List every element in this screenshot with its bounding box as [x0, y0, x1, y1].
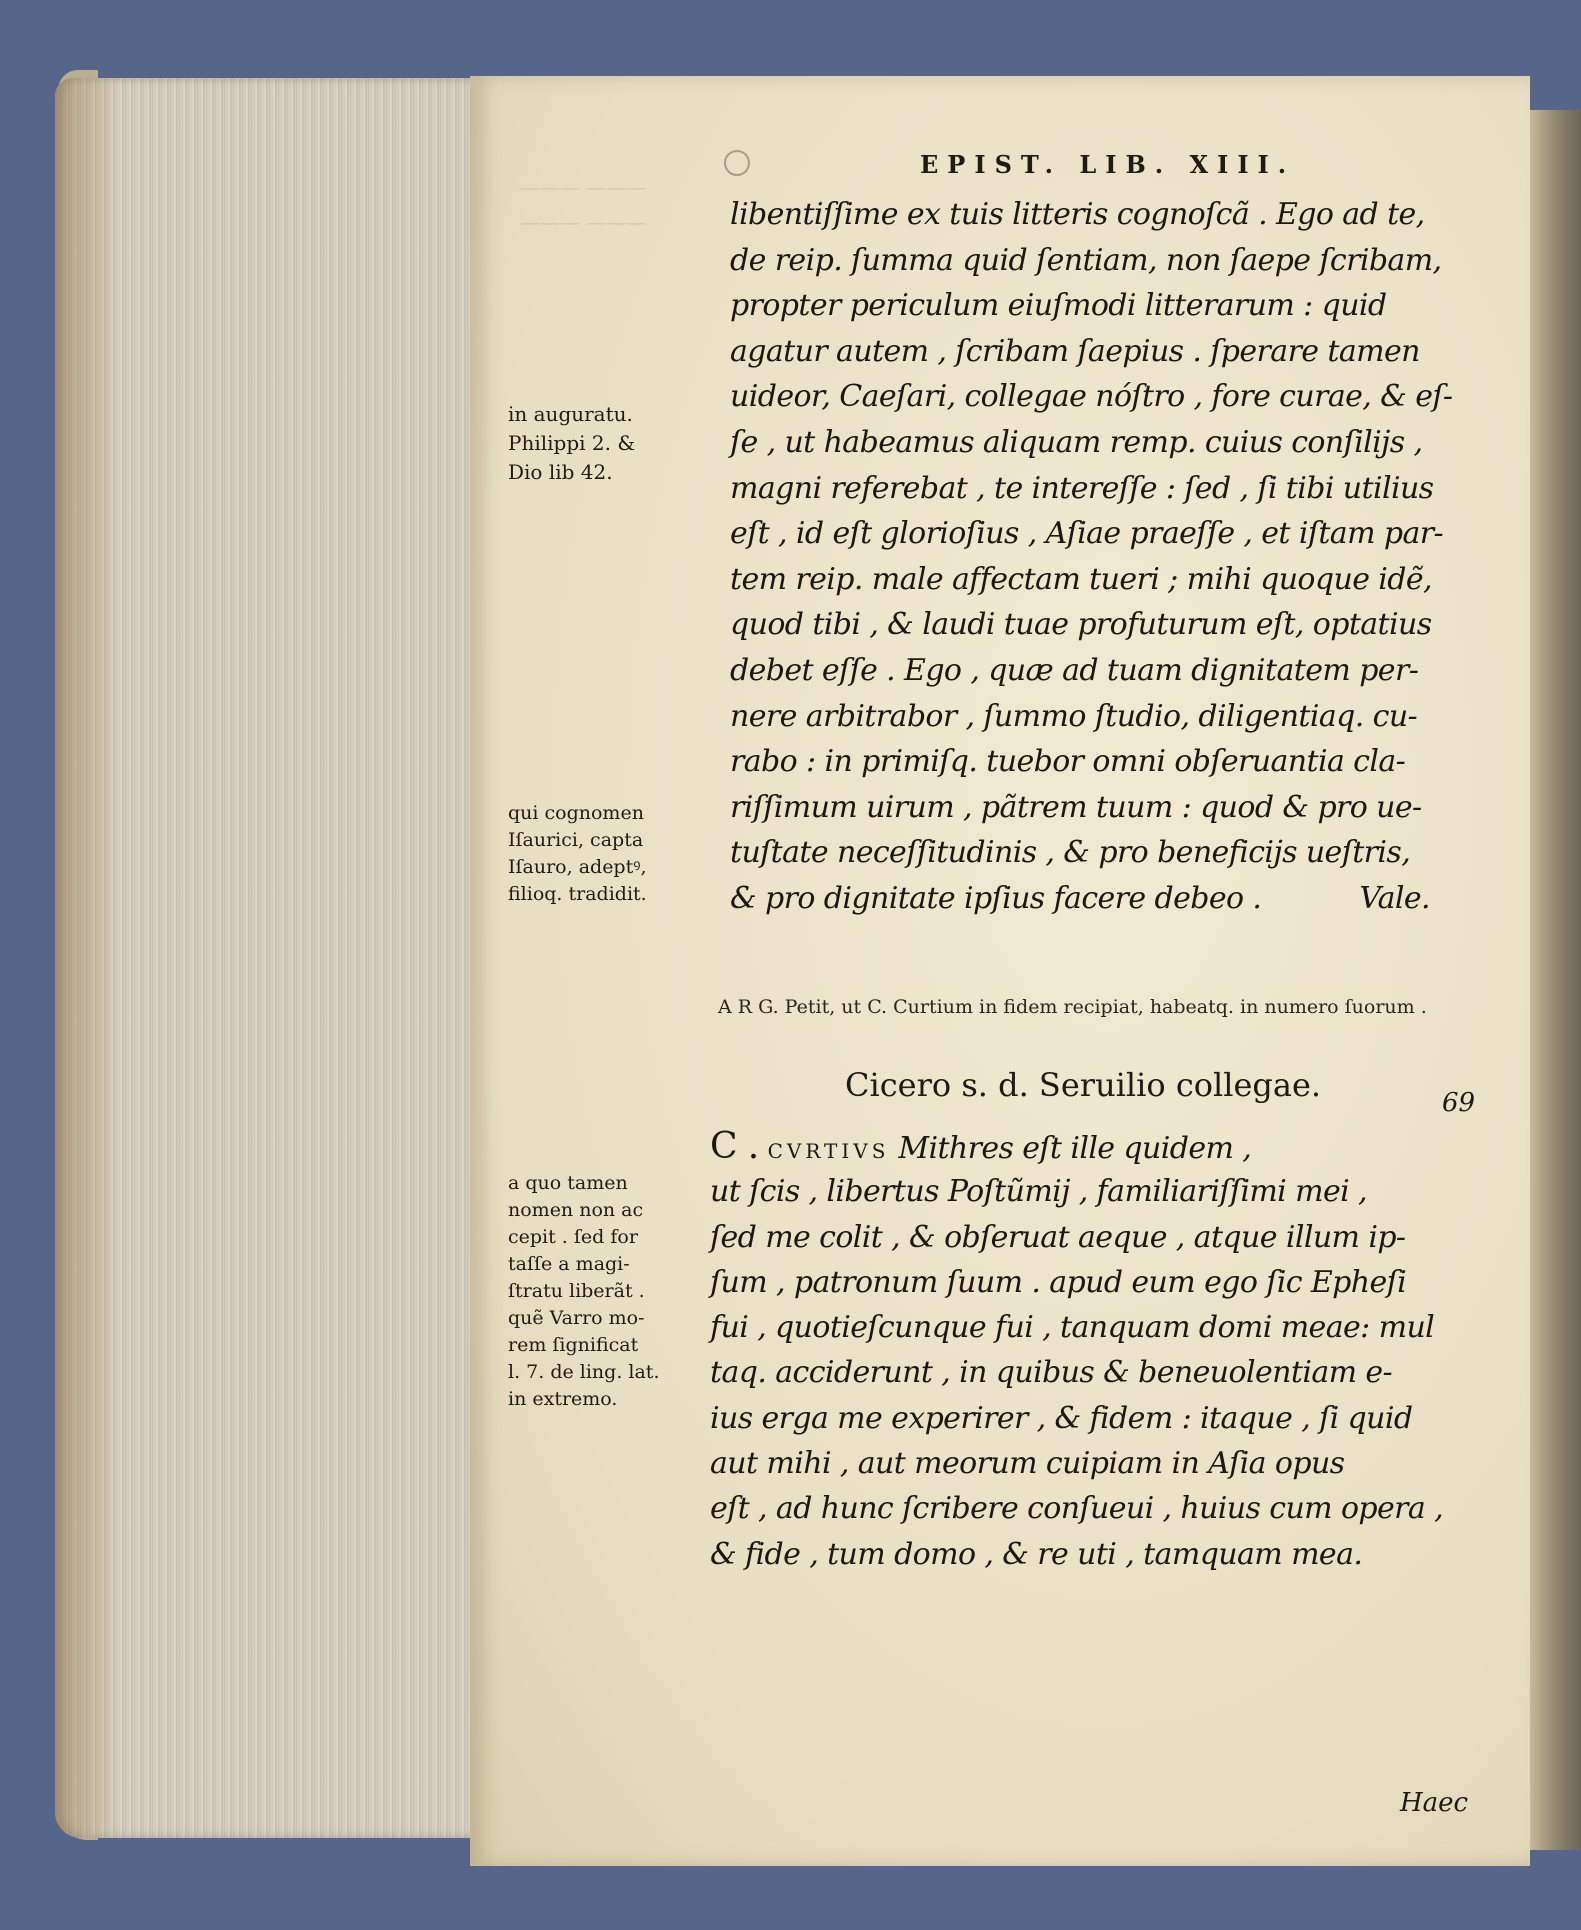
margin-note-varro [508, 1170, 708, 1413]
margin-line: quẽ Varro mo- [508, 1307, 645, 1329]
margin-line: Iſaurici, capta [508, 829, 644, 851]
text-line: taq. acciderunt , in quibus & beneuolentiam e- [710, 1355, 1393, 1391]
initial-letter: C . [710, 1126, 759, 1167]
text-line: riſſimum uirum , pãtrem tuum : quod & pro ue- [730, 789, 1422, 825]
text-line: libentiſſime ex tuis litteris cognoſcã . Ego ad te, [730, 197, 1425, 232]
text-line: nere arbitrabor , ſummo ſtudio, diligentiaq. cu- [730, 698, 1418, 734]
text-line: debet eſſe . Ego , quæ ad tuam dignitatem per- [730, 652, 1419, 688]
text-line: fui , quotieſcunque fui , tanquam domi meae: mul [710, 1310, 1435, 1346]
margin-line: filioq. tradidit. [508, 883, 647, 905]
text-line: quod tibi , & laudi tuae profuturum eſt, optatius [730, 607, 1432, 643]
page-block-edges [55, 78, 475, 1838]
first-letter-body [730, 192, 1500, 922]
ornament-icon [724, 150, 750, 176]
margin-line: Iſauro, adeptꝰ, [508, 856, 647, 878]
text-line: aut mihi , aut meorum cuipiam in Aſia opus [710, 1446, 1345, 1482]
margin-note-augurate [508, 400, 708, 487]
letter-heading: Cicero s. d. Seruilio collegae. [845, 1066, 1322, 1104]
margin-line: l. 7. de ling. lat. [508, 1361, 660, 1383]
opening-rest: Mithres eſt ille quidem , [898, 1131, 1252, 1166]
text-line: tuſtate neceſſitudinis , & pro beneficijs ueſtris, [730, 835, 1411, 871]
closing-text: & pro dignitate ipſius facere debeo . [730, 880, 1262, 916]
text-line: eſt , ad hunc ſcribere conſueui , huius cum opera , [710, 1491, 1444, 1527]
text-line: eſt , id eſt glorioſius , Aſiae praeſſe , et iſtam par- [730, 516, 1444, 552]
argument-summary: A R G. Petit, ut C. Curtium in fidem recipiat, habeatq. in numero ſuorum . [718, 996, 1427, 1018]
margin-line: Philippi 2. & [508, 431, 636, 455]
show-through-text: ——— ——— [520, 210, 647, 234]
margin-line: cepit . ſed for [508, 1226, 638, 1248]
text-line: agatur autem , ſcribam ſaepius . ſperare tamen [730, 333, 1420, 369]
margin-line: nomen non ac [508, 1199, 644, 1221]
text-line: tem reip. male affectam tueri ; mihi quoque idẽ, [730, 561, 1432, 597]
text-line: ſe , ut habeamus aliquam remp. cuius conſilijs , [730, 424, 1423, 460]
text-line: uideor, Caeſari, collegae nóſtro , fore curae, & eſ- [730, 379, 1453, 415]
text-line-closing [730, 876, 1430, 922]
margin-line: ſtratu liberãt . [508, 1280, 645, 1302]
catchword: Haec [1400, 1788, 1469, 1818]
text-line: magni referebat , te intereſſe : ſed , ſi tibi utilius [730, 470, 1434, 506]
text-line: ſum , patronum ſuum . apud eum ego ſic Epheſi [710, 1264, 1407, 1300]
margin-line: in auguratu. [508, 402, 633, 426]
text-line: de reip. ſumma quid ſentiam, non ſaepe ſcribam, [730, 242, 1442, 278]
margin-line: qui cognomen [508, 802, 644, 824]
text-line: propter periculum eiuſmodi litterarum : quid [730, 288, 1387, 324]
text-line: ut ſcis , libertus Poſtũmij , familiariſſimi mei , [710, 1174, 1367, 1210]
margin-line: Dio lib 42. [508, 460, 613, 484]
text-line: ſed me colit , & obſeruat aeque , atque illum ip- [710, 1219, 1406, 1255]
margin-line: in extremo. [508, 1388, 618, 1410]
margin-line: rem ſignificat [508, 1334, 639, 1356]
facing-page-edge [1525, 110, 1581, 1850]
running-head: EPIST. LIB. XIII. [920, 150, 1296, 179]
margin-note-isauricus [508, 800, 708, 908]
show-through-text: ——— ——— [520, 175, 647, 199]
small-caps-name: CVRTIVS [767, 1139, 890, 1163]
valediction: Vale. [1359, 880, 1430, 916]
text-line-opening [710, 1124, 1500, 1169]
margin-line: a quo tamen [508, 1172, 628, 1194]
letter-number: 69 [1442, 1088, 1476, 1118]
text-line: rabo : in primiſq. tuebor omni obſeruantia cla- [730, 744, 1406, 780]
second-letter-body [710, 1124, 1500, 1577]
text-line: & fide , tum domo , & re uti , tamquam mea. [710, 1536, 1363, 1572]
margin-line: taſſe a magi- [508, 1253, 630, 1275]
text-line: ius erga me experirer , & fidem : itaque , ſi quid [710, 1400, 1413, 1436]
